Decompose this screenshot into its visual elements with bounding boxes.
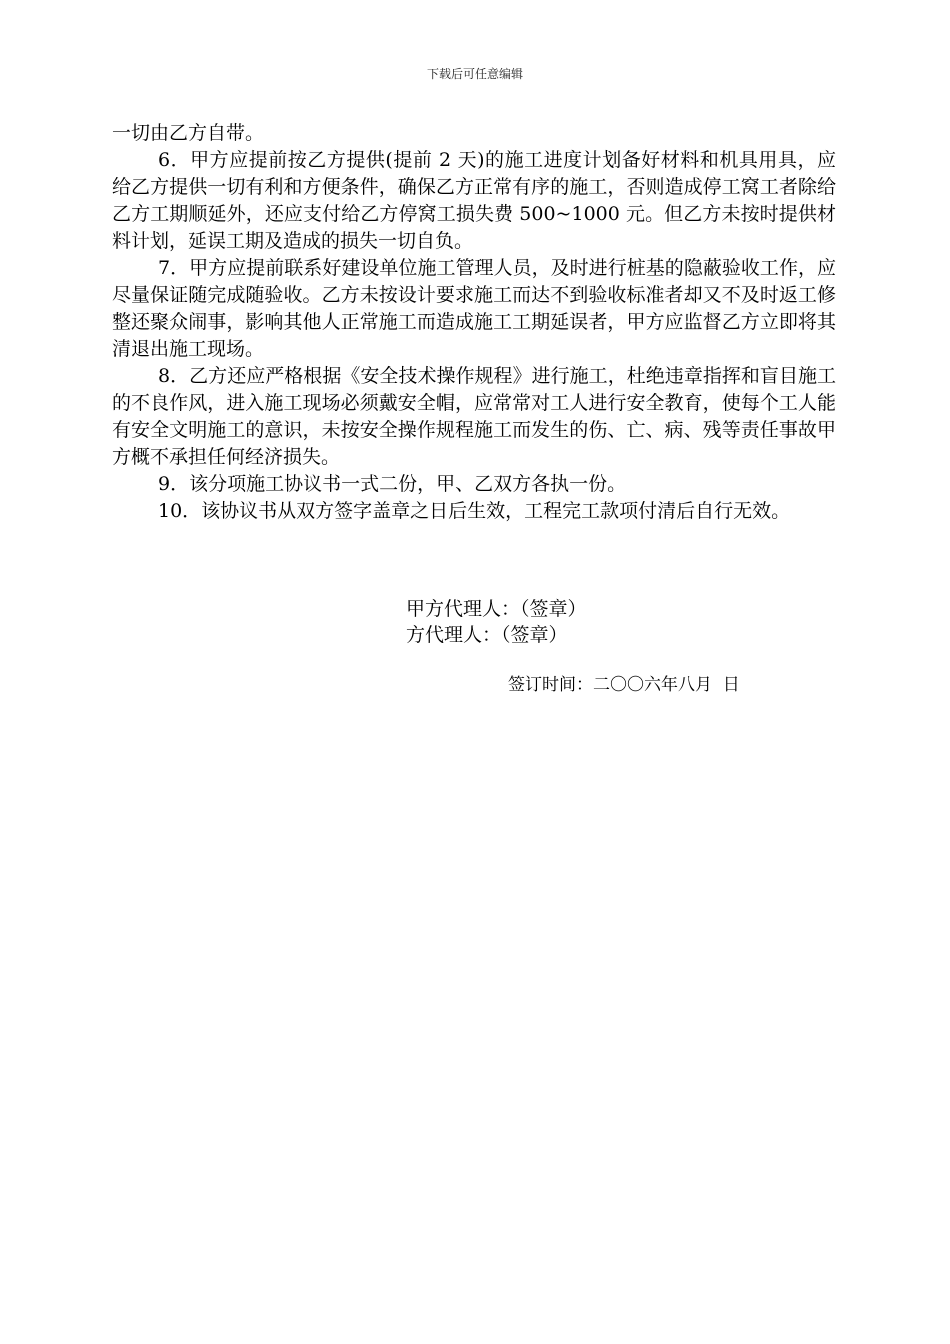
page-header: 下载后可任意编辑 xyxy=(426,67,523,81)
continuation-paragraph: 一切由乙方自带。 xyxy=(112,122,265,144)
clause-6: 6．甲方应提前按乙方提供(提前 2 天)的施工进度计划备好材料和机具用具，应给乙方提供一切有利和方便条件，确保乙方正常有序的施工，否则造成停工窝工者除给乙方工期顺延外，还应支付给乙方停窝工损失费 500~1000 元。但乙方未按时提供材料计划，延误工期及造成的损失一切自负。 xyxy=(112,149,836,252)
agreement-body xyxy=(112,120,836,525)
signing-date: 签订时间：二〇〇六年八月 日 xyxy=(508,675,740,695)
clause-8: 8．乙方还应严格根据《安全技术操作规程》进行施工，杜绝违章指挥和盲目施工的不良作风，进入施工现场必须戴安全帽，应常常对工人进行安全教育，使每个工人能有安全文明施工的意识，未按安全操作规程施工而发生的伤、亡、病、残等责任事故甲方概不承担任何经济损失。 xyxy=(112,365,836,468)
clause-7: 7．甲方应提前联系好建设单位施工管理人员，及时进行桩基的隐蔽验收工作，应尽量保证随完成随验收。乙方未按设计要求施工而达不到验收标准者却又不及时返工修整还聚众闹事，影响其他人正常施工而造成施工工期延误者，甲方应监督乙方立即将其清退出施工现场。 xyxy=(112,257,836,360)
party-b-signature: 方代理人：（签章） xyxy=(406,624,568,646)
clause-10: 10．该协议书从双方签字盖章之日后生效，工程完工款项付清后自行无效。 xyxy=(158,500,791,522)
party-a-signature: 甲方代理人：（签章） xyxy=(406,598,587,620)
clause-9: 9．该分项施工协议书一式二份，甲、乙双方各执一份。 xyxy=(158,473,627,495)
